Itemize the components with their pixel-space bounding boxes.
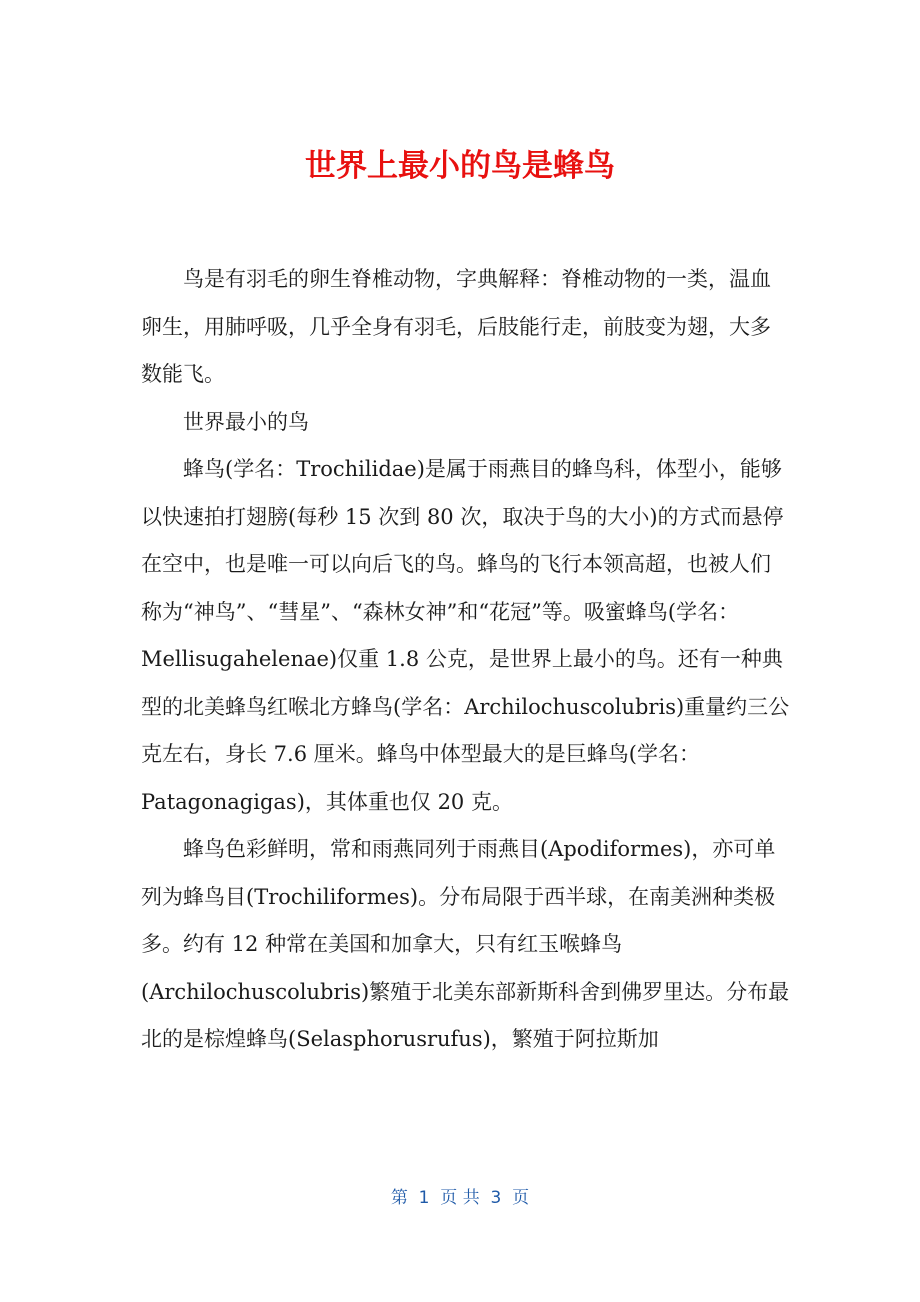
paragraph-subheading-smallest-bird: 世界最小的鸟 [183,409,309,434]
paragraph-bird-definition: 鸟是有羽毛的卵生脊椎动物，字典解释：脊椎动物的一类，温血卵生，用肺呼吸，几乎全身有羽毛，后肢能行走，前肢变为翅，大多数能飞。 [141,267,771,386]
paragraph-hummingbird-distribution: 蜂鸟色彩鲜明，常和雨燕同列于雨燕目(Apodiformes)，亦可单列为蜂鸟目(Trochiliformes)。分布局限于西半球，在南美洲种类极多。约有 12 种常在美国和加拿大，只有红玉喉蜂鸟(Archilochuscolubris)繁殖于北美东部新斯科舍到佛罗里达。分布最北的是棕煌蜂鸟(Selasphorusrufus)，繁殖于阿拉斯加 [141,837,790,1051]
page-number-footer: 第 1 页 共 3 页 [390,1188,530,1208]
document-body [141,256,791,1064]
page-title: 世界上最小的鸟是蜂鸟 [305,148,615,184]
paragraph-hummingbird-description: 蜂鸟(学名：Trochilidae)是属于雨燕目的蜂鸟科，体型小，能够以快速拍打翅膀(每秒 15 次到 80 次，取决于鸟的大小)的方式而悬停在空中，也是唯一可以向后飞的鸟。蜂鸟的飞行本领高超，也被人们称为“神鸟”、“彗星”、“森林女神”和“花冠”等。吸蜜蜂鸟(学名：Mellisugahelenae)仅重 1.8 公克，是世界上最小的鸟。还有一种典型的北美蜂鸟红喉北方蜂鸟(学名：Archilochuscolubris)重量约三公克左右，身长 7.6 厘米。蜂鸟中体型最大的是巨蜂鸟(学名：Patagonagigas)，其体重也仅 20 克。 [141,457,790,814]
